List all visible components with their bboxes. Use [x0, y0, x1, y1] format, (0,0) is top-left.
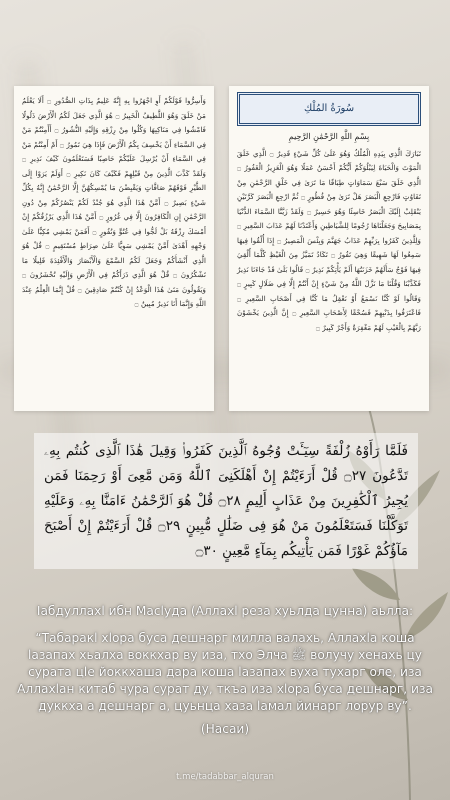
quran-page-text: وَأَسِرُّوا قَوْلَكُمْ أَوِ اجْهَرُوا بِهِ إِنَّهُ عَلِيمٌ بِذَاتِ الصُّدُورِ ۝ أَلَا يَعْلَمُ مَنْ خَلَقَ وَهُوَ اللَّطِيفُ الْخَبِيرُ ۝ هُوَ الَّذِي جَعَلَ لَكُمُ الْأَرْضَ ذَلُولًا فَامْشُوا فِي مَنَاكِبِهَا وَكُلُوا مِنْ رِزْقِهِ وَإِلَيْهِ النُّشُورُ ۝ أَأَمِنْتُمْ مَنْ فِي السَّمَاءِ أَنْ يَخْسِفَ بِكُمُ الْأَرْضَ فَإِذَا هِيَ تَمُورُ ۝ أَمْ أَمِنْتُمْ مَنْ فِي السَّمَاءِ أَنْ يُرْسِلَ عَلَيْكُمْ حَاصِبًا فَسَتَعْلَمُونَ كَيْفَ نَذِيرِ ۝ وَلَقَدْ كَذَّبَ الَّذِينَ مِنْ قَبْلِهِمْ فَكَيْفَ كَانَ نَكِيرِ ۝ أَوَلَمْ يَرَوْا إِلَى الطَّيْرِ فَوْقَهُمْ صَافَّاتٍ وَيَقْبِضْنَ مَا يُمْسِكُهُنَّ إِلَّا الرَّحْمَٰنُ إِنَّهُ بِكُلِّ شَيْءٍ بَصِيرٌ ۝ أَمَّنْ هَٰذَا الَّذِي هُوَ جُنْدٌ لَكُمْ يَنْصُرُكُمْ مِنْ دُونِ الرَّحْمَٰنِ إِنِ الْكَافِرُونَ إِلَّا فِي غُرُورٍ ۝ أَمَّنْ هَٰذَا الَّذِي يَرْزُقُكُمْ إِنْ أَمْسَكَ رِزْقَهُ بَلْ لَجُّوا فِي عُتُوٍّ وَنُفُورٍ ۝ أَفَمَنْ يَمْشِي مُكِبًّا عَلَىٰ وَجْهِهِ أَهْدَىٰ أَمَّنْ يَمْشِي سَوِيًّا عَلَىٰ صِرَاطٍ مُسْتَقِيمٍ ۝ قُلْ هُوَ الَّذِي أَنْشَأَكُمْ وَجَعَلَ لَكُمُ السَّمْعَ وَالْأَبْصَارَ وَالْأَفْئِدَةَ قَلِيلًا مَا تَشْكُرُونَ ۝ قُلْ هُوَ الَّذِي ذَرَأَكُمْ فِي الْأَرْضِ وَإِلَيْهِ تُحْشَرُونَ ۝ وَيَقُولُونَ مَتَىٰ هَٰذَا الْوَعْدُ إِنْ كُنْتُمْ صَادِقِينَ ۝ قُلْ إِنَّمَا الْعِلْمُ عِنْدَ اللَّهِ وَإِنَّمَا أَنَا نَذِيرٌ مُبِينٌ ۝	[22, 96, 206, 308]
basmala: بِسْمِ اللَّهِ الرَّحْمَٰنِ الرَّحِيمِ	[288, 132, 370, 141]
quran-page-text: تَبَارَكَ الَّذِي بِيَدِهِ الْمُلْكُ وَهُوَ عَلَىٰ كُلِّ شَيْءٍ قَدِيرٌ ۝ الَّذِي خَلَقَ الْمَوْتَ وَالْحَيَاةَ لِيَبْلُوَكُمْ أَيُّكُمْ أَحْسَنُ عَمَلًا وَهُوَ الْعَزِيزُ الْغَفُورُ ۝ الَّذِي خَلَقَ سَبْعَ سَمَاوَاتٍ طِبَاقًا مَا تَرَىٰ فِي خَلْقِ الرَّحْمَٰنِ مِنْ تَفَاوُتٍ فَارْجِعِ الْبَصَرَ هَلْ تَرَىٰ مِنْ فُطُورٍ ۝ ثُمَّ ارْجِعِ الْبَصَرَ كَرَّتَيْنِ يَنْقَلِبْ إِلَيْكَ الْبَصَرُ خَاسِئًا وَهُوَ حَسِيرٌ ۝ وَلَقَدْ زَيَّنَّا السَّمَاءَ الدُّنْيَا بِمَصَابِيحَ وَجَعَلْنَاهَا رُجُومًا لِلشَّيَاطِينِ وَأَعْتَدْنَا لَهُمْ عَذَابَ السَّعِيرِ ۝ وَلِلَّذِينَ كَفَرُوا بِرَبِّهِمْ عَذَابُ جَهَنَّمَ وَبِئْسَ الْمَصِيرُ ۝ إِذَا أُلْقُوا فِيهَا سَمِعُوا لَهَا شَهِيقًا وَهِيَ تَفُورُ ۝ تَكَادُ تَمَيَّزُ مِنَ الْغَيْظِ كُلَّمَا أُلْقِيَ فِيهَا فَوْجٌ سَأَلَهُمْ خَزَنَتُهَا أَلَمْ يَأْتِكُمْ نَذِيرٌ ۝ قَالُوا بَلَىٰ قَدْ جَاءَنَا نَذِيرٌ فَكَذَّبْنَا وَقُلْنَا مَا نَزَّلَ اللَّهُ مِنْ شَيْءٍ إِنْ أَنْتُمْ إِلَّا فِي ضَلَالٍ كَبِيرٍ ۝ وَقَالُوا لَوْ كُنَّا نَسْمَعُ أَوْ نَعْقِلُ مَا كُنَّا فِي أَصْحَابِ السَّعِيرِ ۝ فَاعْتَرَفُوا بِذَنْبِهِمْ فَسُحْقًا لِأَصْحَابِ السَّعِيرِ ۝ إِنَّ الَّذِينَ يَخْشَوْنَ رَبَّهُمْ بِالْغَيْبِ لَهُمْ مَغْفِرَةٌ وَأَجْرٌ كَبِيرٌ ۝	[237, 148, 421, 332]
hadith-attribution: Iабдуллахl ибн Масlуда (Аллахl реза хуьлда цунна) аьлла:	[36, 604, 414, 618]
verses-text: فَلَمَّا رَأَوْهُ زُلْفَةً سِيٓـَٔتْ وُجُوهُ ٱلَّذِينَ كَفَرُوا۟ وَقِيلَ هَٰذَا ٱلَّذِى كُنتُم بِهِۦ تَدَّعُونَ ۝٢٧ قُلْ أَرَءَيْتُمْ إِنْ أَهْلَكَنِىَ ٱللَّهُ وَمَن مَّعِىَ أَوْ رَحِمَنَا فَمَن يُجِيرُ ٱلْكَٰفِرِينَ مِنْ عَذَابٍ أَلِيمٍ ۝٢٨ قُلْ هُوَ ٱلرَّحْمَٰنُ ءَامَنَّا بِهِۦ وَعَلَيْهِ تَوَكَّلْنَا فَسَتَعْلَمُونَ مَنْ هُوَ فِى ضَلَٰلٍ مُّبِينٍ ۝٢٩ قُلْ أَرَءَيْتُمْ إِنْ أَصْبَحَ مَآؤُكُمْ غَوْرًا فَمَن يَأْتِيكُم بِمَآءٍ مَّعِينٍ ۝٣٠	[44, 443, 409, 559]
surah-title-banner	[237, 92, 421, 126]
surah-title: سُورَةُ المُلْكِ	[303, 102, 355, 114]
highlighted-verses-panel	[34, 433, 418, 569]
hadith-text: “Табаракl хlора буса дешнарг милла валахь, Аллахlа коша lазапах хьалха воккхар ву иза, тхо Элча ﷺ волучу хенахь цу сурата цlе йоккхаша дара коша lазапах вуха тухарг олe, иза Аллахlан китаб чура сурат ду, ткъа иза хlора буса дешнарг, иза дуккха а дешнарг а, цуьнца хаза lамал йинарг лорур ву”.	[17, 631, 433, 713]
hadith-source: (Насаи)	[200, 722, 250, 736]
channel-watermark: t.me/tadabbar_alquran	[176, 772, 274, 782]
quran-page-right	[229, 86, 429, 411]
translation-block	[14, 603, 436, 738]
quran-page-left	[14, 86, 214, 411]
